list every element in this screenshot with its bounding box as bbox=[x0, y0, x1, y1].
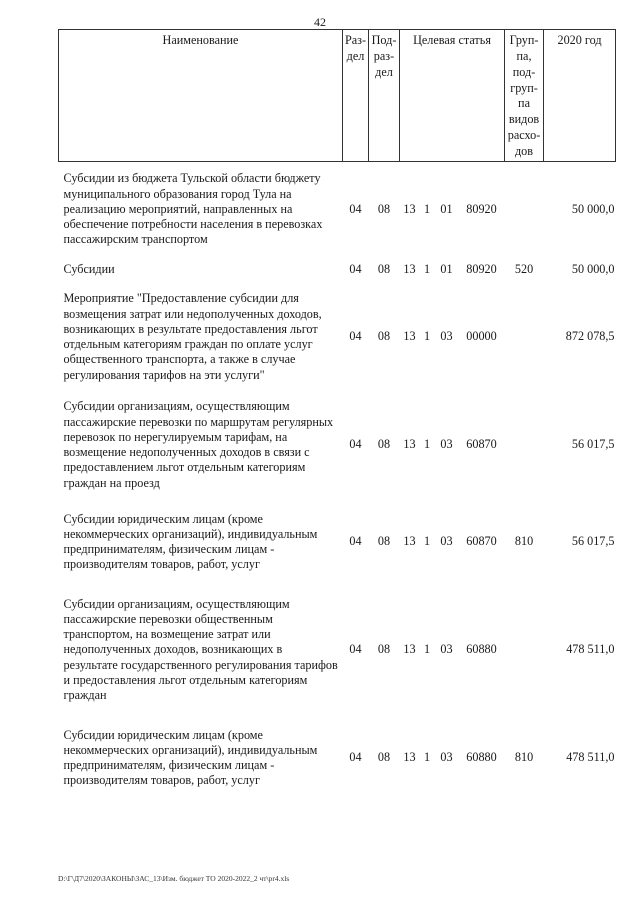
row-amount: 50 000,0 bbox=[571, 201, 615, 216]
row-name: Мероприятие "Предоставление субсидии для возмещения затрат или недополученных доходов, возникающих в результате предоставления льгот отдельным категориям граждан по оплате услуг общественного транспорта, а также в случае регулирования тарифов на эти услуги" bbox=[63, 291, 322, 382]
row-cs-subprogram: 1 bbox=[423, 262, 431, 277]
header-target-article: Целевая статья bbox=[400, 30, 505, 162]
row-group bbox=[505, 585, 544, 715]
row-cs-direction: 80920 bbox=[466, 262, 497, 277]
row-group: 810 bbox=[514, 750, 534, 765]
budget-table bbox=[58, 29, 616, 801]
row-amount: 56 017,5 bbox=[571, 534, 615, 549]
row-name: Субсидии bbox=[63, 262, 115, 277]
row-podrazdel: 08 bbox=[377, 750, 391, 765]
row-podrazdel: 08 bbox=[377, 201, 391, 216]
row-podrazdel: 08 bbox=[377, 642, 391, 657]
row-cs-direction: 00000 bbox=[466, 329, 497, 344]
row-podrazdel: 08 bbox=[377, 262, 391, 277]
table-row bbox=[59, 715, 616, 801]
table-row bbox=[59, 391, 616, 499]
row-cs-event: 03 bbox=[440, 750, 453, 765]
row-name: Субсидии юридическим лицам (кроме некоммерческих организаций), индивидуальным предпринимателям, физическим лицам - производителям товаров, работ, услуг bbox=[63, 511, 318, 572]
row-group bbox=[505, 162, 544, 258]
row-cs-direction: 60880 bbox=[466, 642, 497, 657]
row-cs-event: 01 bbox=[440, 262, 453, 277]
table-header-row bbox=[59, 30, 616, 162]
row-cs-subprogram: 1 bbox=[423, 201, 431, 216]
header-year: 2020 год bbox=[544, 30, 616, 162]
row-group bbox=[505, 283, 544, 391]
row-group bbox=[505, 391, 544, 499]
row-podrazdel: 08 bbox=[377, 437, 391, 452]
row-cs-program: 13 bbox=[403, 437, 416, 452]
table-row bbox=[59, 257, 616, 283]
row-podrazdel: 08 bbox=[377, 534, 391, 549]
row-group: 520 bbox=[514, 262, 534, 277]
row-cs-event: 03 bbox=[440, 329, 453, 344]
table-row bbox=[59, 585, 616, 715]
header-name: Наименование bbox=[59, 30, 343, 162]
row-cs-direction: 60880 bbox=[466, 750, 497, 765]
row-cs-subprogram: 1 bbox=[423, 534, 431, 549]
header-podrazdel: Под- раз- дел bbox=[369, 30, 400, 162]
table-row bbox=[59, 499, 616, 585]
row-cs-subprogram: 1 bbox=[423, 642, 431, 657]
row-razdel: 04 bbox=[349, 201, 362, 216]
row-name: Субсидии из бюджета Тульской области бюджету муниципального образования город Тула на реализацию мероприятий, направленных на обеспечение потребности населения в перевозках пассажирским транспортом bbox=[63, 171, 323, 247]
row-name: Субсидии юридическим лицам (кроме некоммерческих организаций), индивидуальным предпринимателям, физическим лицам - производителям товаров, работ, услуг bbox=[63, 727, 318, 788]
row-cs-program: 13 bbox=[403, 750, 416, 765]
row-cs-direction: 80920 bbox=[466, 201, 497, 216]
row-amount: 478 511,0 bbox=[566, 642, 615, 657]
row-amount: 872 078,5 bbox=[565, 329, 615, 344]
row-razdel: 04 bbox=[349, 329, 362, 344]
row-name: Субсидии организациям, осуществляющим пассажирские перевозки по маршрутам регулярных перевозок по нерегулируемым тарифам, на возмещение недополученных доходов в связи с предоставлением льгот отдельным категориям граждан на проезд bbox=[63, 399, 334, 490]
row-amount: 56 017,5 bbox=[571, 437, 615, 452]
row-cs-program: 13 bbox=[403, 642, 416, 657]
row-cs-subprogram: 1 bbox=[423, 329, 431, 344]
row-group: 810 bbox=[514, 534, 534, 549]
row-cs-subprogram: 1 bbox=[423, 437, 431, 452]
row-razdel: 04 bbox=[349, 262, 362, 277]
row-cs-program: 13 bbox=[403, 534, 416, 549]
row-name: Субсидии организациям, осуществляющим пассажирские перевозки общественным транспортом, на возмещение затрат или недополученных доходов, возникающих в результате государственного регулирования тарифов и предоставления льгот отдельным категориям граждан bbox=[63, 596, 338, 703]
header-razdel: Раз- дел bbox=[343, 30, 369, 162]
row-cs-event: 01 bbox=[440, 201, 453, 216]
row-cs-event: 03 bbox=[440, 642, 453, 657]
row-razdel: 04 bbox=[349, 642, 362, 657]
row-cs-event: 03 bbox=[440, 437, 453, 452]
row-cs-direction: 60870 bbox=[466, 534, 497, 549]
row-podrazdel: 08 bbox=[377, 329, 391, 344]
row-cs-subprogram: 1 bbox=[423, 750, 431, 765]
row-cs-program: 13 bbox=[403, 262, 416, 277]
row-razdel: 04 bbox=[349, 750, 362, 765]
row-cs-program: 13 bbox=[403, 329, 416, 344]
row-razdel: 04 bbox=[349, 534, 362, 549]
row-cs-event: 03 bbox=[440, 534, 453, 549]
table-row bbox=[59, 162, 616, 258]
row-razdel: 04 bbox=[349, 437, 362, 452]
page-number: 42 bbox=[314, 15, 326, 29]
row-cs-program: 13 bbox=[403, 201, 416, 216]
row-cs-direction: 60870 bbox=[466, 437, 497, 452]
table-row bbox=[59, 283, 616, 391]
header-group: Груп- па, под- груп- па видов расхо- дов bbox=[505, 30, 544, 162]
row-amount: 50 000,0 bbox=[571, 262, 615, 277]
row-amount: 478 511,0 bbox=[566, 750, 615, 765]
footer-file-path: D:\Г\Д7\2020\ЗАКОНЫ\ЗАС_13\Изм. бюджет ТО 2020-2022_2 чт\pr4.xls bbox=[58, 874, 290, 883]
